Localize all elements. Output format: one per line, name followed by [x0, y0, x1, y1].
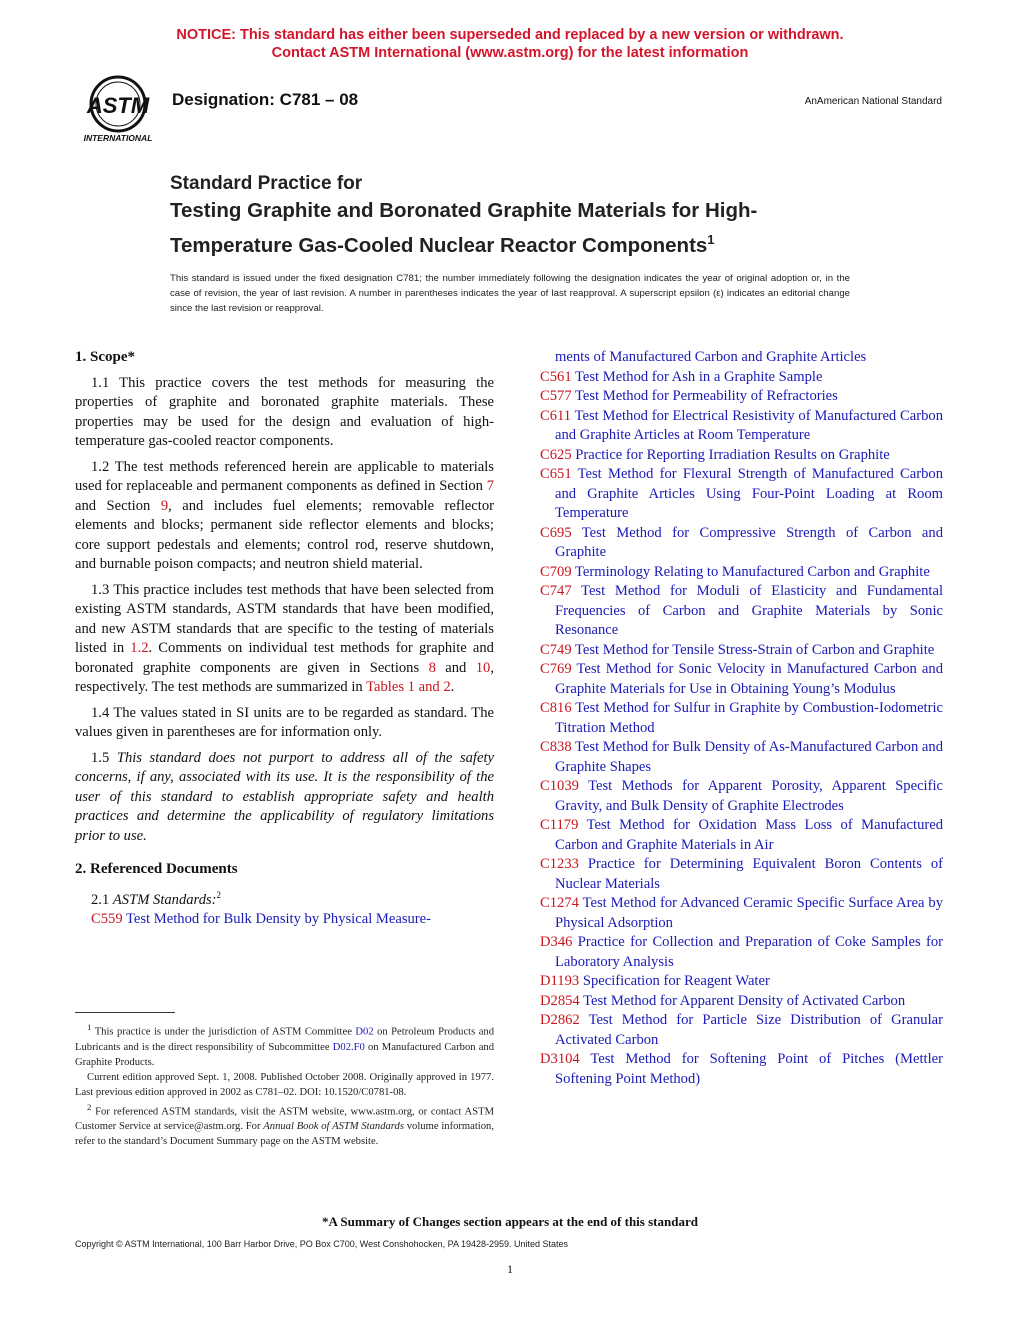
footnote-1-edition: Current edition approved Sept. 1, 2008. Published October 2008. Originally approved in 1977. Last previous edition approved in 2002 as C781–02. DOI: 10.1520/C0781-08. [75, 1071, 494, 1098]
footnote-mark: 1 [87, 1022, 92, 1032]
text: 1.2 The test methods referenced herein are applicable to materials used for replaceable and permanent components as defined in Section [75, 458, 494, 494]
scope-paragraph-1-3 [75, 581, 494, 698]
reference-title[interactable]: Terminology Relating to Manufactured Carbon and Graphite [571, 563, 930, 580]
reference-title[interactable]: Test Method for Sulfur in Graphite by Combustion-Iodometric Titration Method [555, 700, 943, 736]
reference-item-continuation[interactable]: ments of Manufactured Carbon and Graphite Articles [555, 349, 867, 365]
reference-title[interactable]: Test Methods for Apparent Porosity, Apparent Specific Gravity, and Bulk Density of Graphite Electrodes [555, 778, 943, 814]
text: . Comments on individual test methods for graphite and boronated graphite components are given in Sections [75, 640, 494, 676]
reference-code[interactable]: C749 [540, 641, 572, 658]
link-section-7[interactable]: 7 [486, 478, 494, 494]
title-line-2: Testing Graphite and Boronated Graphite Materials for High- [170, 199, 758, 222]
reference-code[interactable]: D3104 [540, 1051, 580, 1067]
text: and Section [75, 497, 161, 514]
issued-note: This standard is issued under the fixed designation C781; the number immediately following the designation indicates the year of original adoption or, in the case of revision, the year of last revision. A number in parentheses indicates the year of last reapproval. A superscript epsilon (ε) indicates an editorial change since the last revision or reapproval. [170, 273, 850, 314]
logo-text: ASTM [86, 93, 150, 118]
title-line-3-text: Temperature Gas-Cooled Nuclear Reactor Components [170, 233, 708, 257]
reference-item[interactable] [540, 972, 943, 992]
text: . [450, 679, 455, 695]
reference-item[interactable] [540, 855, 943, 894]
reference-item[interactable] [540, 582, 943, 641]
reference-code[interactable]: C747 [540, 583, 572, 599]
reference-item[interactable] [540, 563, 943, 583]
link-d02[interactable]: D02 [355, 1026, 374, 1038]
link-d02-f0[interactable]: D02.F0 [332, 1041, 365, 1053]
footnote-mark: 2 [216, 889, 222, 900]
text: volume information, refer to the standard’s Document Summary page on the ASTM website. [75, 1121, 494, 1148]
reference-list [540, 368, 943, 1090]
document-title [170, 172, 870, 260]
reference-code[interactable]: C838 [540, 739, 572, 755]
footnote-1 [75, 1020, 494, 1070]
reference-code[interactable]: D2854 [540, 992, 580, 1009]
text: and [435, 659, 476, 676]
reference-code[interactable]: C559 [91, 910, 123, 927]
reference-item[interactable] [75, 910, 494, 930]
title-footnote-mark: 1 [707, 232, 715, 247]
withdrawal-notice [0, 26, 1020, 62]
scope-paragraph-1-1: 1.1 This practice covers the test methods for measuring the properties of graphite and boronated graphite materials. These properties may be used for the design and evaluation of high-temperature gas-cooled reactor components. [75, 374, 494, 449]
text: For referenced ASTM standards, visit the ASTM website, www.astm.org, or contact ASTM Customer Service at service@astm.org. For [75, 1106, 494, 1133]
reference-title[interactable]: Test Method for Moduli of Elasticity and Fundamental Frequencies of Carbon and Graphite Materials by Sonic Resonance [555, 583, 943, 638]
safety-statement: This standard does not purport to address all of the safety concerns, if any, associated with its use. It is the responsibility of the user of this standard to establish appropriate safety and health practices and determine the applicability of regulatory limitations prior to use. [75, 749, 494, 844]
reference-title[interactable]: Test Method for Sonic Velocity in Manufactured Carbon and Graphite Materials for Use in Obtaining Young’s Modulus [555, 661, 943, 697]
scope-paragraph-1-2 [75, 458, 494, 575]
reference-code[interactable]: C1039 [540, 778, 579, 794]
reference-title[interactable]: Test Method for Oxidation Mass Loss of Manufactured Carbon and Graphite Materials in Air [555, 817, 943, 853]
astm-logo [74, 74, 162, 146]
link-tables[interactable]: Tables 1 and 2 [366, 679, 451, 695]
reference-item[interactable] [540, 660, 943, 699]
reference-title[interactable]: Practice for Reporting Irradiation Results on Graphite [571, 446, 890, 463]
text: 1.3 This practice includes test methods that have been selected from existing ASTM standards, ASTM standards that have been modified, and new ASTM standards that are specific to the testing of materials listed in [75, 581, 494, 656]
text: 2.1 [91, 891, 113, 908]
reference-item[interactable] [540, 777, 943, 816]
reference-item[interactable] [540, 894, 943, 933]
reference-title[interactable]: Practice for Collection and Preparation of Coke Samples for Laboratory Analysis [555, 934, 943, 970]
reference-item[interactable] [540, 641, 943, 661]
reference-code[interactable]: C1274 [540, 895, 579, 911]
reference-code[interactable]: D346 [540, 934, 573, 950]
reference-title[interactable]: Test Method for Compressive Strength of Carbon and Graphite [555, 524, 943, 560]
reference-title[interactable]: Test Method for Tensile Stress-Strain of Carbon and Graphite [571, 641, 935, 658]
reference-title[interactable]: Test Method for Apparent Density of Activated Carbon [579, 992, 906, 1009]
text: ASTM Standards: [112, 891, 217, 908]
reference-title[interactable]: Practice for Determining Equivalent Boron Contents of Nuclear Materials [555, 856, 943, 892]
reference-code[interactable]: C577 [540, 388, 572, 404]
link-1-2[interactable]: 1.2 [130, 640, 149, 656]
text: on Manufactured Carbon and Graphite Products. [75, 1041, 494, 1068]
reference-title[interactable]: Test Method for Softening Point of Pitches (Mettler Softening Point Method) [555, 1051, 943, 1087]
title-line-3 [170, 225, 870, 260]
summary-of-changes-note: *A Summary of Changes section appears at the end of this standard [322, 1214, 698, 1229]
reference-code[interactable]: C611 [540, 407, 572, 424]
notice-line-1: NOTICE: This standard has either been superseded and replaced by a new version or withdrawn. [176, 27, 844, 43]
reference-item[interactable] [540, 387, 943, 407]
reference-item[interactable] [540, 699, 943, 738]
reference-title[interactable]: Test Method for Flexural Strength of Manufactured Carbon and Graphite Articles Using Four-Point Loading at Room Temperature [555, 466, 943, 521]
reference-item[interactable] [540, 738, 943, 777]
reference-title[interactable]: Test Method for Permeability of Refractories [571, 388, 838, 404]
text: Annual Book of ASTM Standards [263, 1121, 404, 1133]
page-number: 1 [507, 1262, 513, 1276]
reference-code[interactable]: C1179 [540, 817, 579, 833]
reference-item[interactable] [540, 1050, 943, 1089]
title-line-1: Standard Practice for [170, 173, 363, 194]
footnotes [75, 1020, 494, 1149]
reference-title[interactable]: Test Method for Bulk Density by Physical Measure- [122, 910, 432, 927]
referenced-documents-heading: 2. Referenced Documents [75, 861, 238, 877]
astm-standards-subheading [75, 886, 494, 910]
reference-item[interactable] [540, 933, 943, 972]
scope-paragraph-1-5 [75, 749, 494, 847]
reference-item[interactable] [540, 816, 943, 855]
reference-title[interactable]: Test Method for Particle Size Distribution of Granular Activated Carbon [555, 1012, 943, 1048]
reference-title[interactable]: Test Method for Electrical Resistivity of Manufactured Carbon and Graphite Articles at Room Temperature [555, 407, 943, 443]
national-standard-label: AnAmerican National Standard [804, 96, 942, 107]
text: , and includes fuel elements; removable reflector elements and blocks; permanent side reflector elements and blocks; core support pedestals and elements; control rod, reserve shutdown, and burnable poison compacts; and neutron shield material. [75, 497, 494, 572]
reference-code[interactable]: C1233 [540, 856, 579, 872]
notice-line-2: Contact ASTM International (www.astm.org) for the latest information [271, 45, 749, 61]
reference-title[interactable]: Test Method for Bulk Density of As-Manufactured Carbon and Graphite Shapes [555, 739, 943, 775]
designation: Designation: C781 – 08 [172, 90, 359, 109]
link-section-8[interactable]: 8 [428, 659, 436, 676]
reference-code[interactable]: C625 [540, 446, 572, 463]
reference-title[interactable]: Test Method for Advanced Ceramic Specific Surface Area by Physical Adsorption [555, 895, 943, 931]
astm-logo-icon [74, 74, 162, 146]
reference-code[interactable]: C651 [540, 466, 572, 482]
right-column [540, 348, 943, 1089]
link-section-9[interactable]: 9 [160, 497, 169, 514]
reference-code[interactable]: D2862 [540, 1012, 580, 1028]
text: 1.5 [91, 749, 117, 766]
text: on Petroleum Products and Lubricants and is the direct responsibility of Subcommittee [75, 1026, 494, 1053]
text: , respectively. The test methods are summarized in [75, 659, 494, 695]
footnote-mark: 2 [87, 1101, 92, 1112]
scope-paragraph-1-4: 1.4 The values stated in SI units are to be regarded as standard. The values given in parentheses are for information only. [75, 704, 494, 740]
reference-code[interactable]: D1193 [540, 973, 580, 989]
reference-title[interactable]: Specification for Reagent Water [579, 973, 770, 989]
reference-item[interactable] [540, 368, 943, 388]
reference-item[interactable] [540, 446, 943, 466]
reference-code[interactable]: C709 [540, 563, 572, 580]
reference-code[interactable]: C695 [540, 524, 572, 541]
footnote-divider [75, 1012, 175, 1013]
reference-item[interactable] [540, 524, 943, 563]
scope-heading: 1. Scope* [75, 349, 135, 365]
copyright: Copyright © ASTM International, 100 Barr Harbor Drive, PO Box C700, West Conshohocken, PA 19428-2959. United States [75, 1239, 569, 1249]
reference-code[interactable]: C769 [540, 661, 572, 677]
reference-title[interactable]: Test Method for Ash in a Graphite Sample [571, 368, 823, 385]
footnote-2 [75, 1100, 494, 1150]
reference-item[interactable] [540, 407, 943, 446]
reference-code[interactable]: C816 [540, 700, 572, 716]
text: This practice is under the jurisdiction of ASTM Committee [91, 1026, 356, 1038]
reference-code[interactable]: C561 [540, 368, 572, 385]
logo-subtext: INTERNATIONAL [83, 133, 153, 143]
reference-item[interactable] [540, 1011, 943, 1050]
left-column [75, 348, 494, 929]
link-section-10[interactable]: 10 [475, 659, 491, 676]
reference-item[interactable] [540, 465, 943, 524]
reference-item[interactable] [540, 992, 943, 1012]
